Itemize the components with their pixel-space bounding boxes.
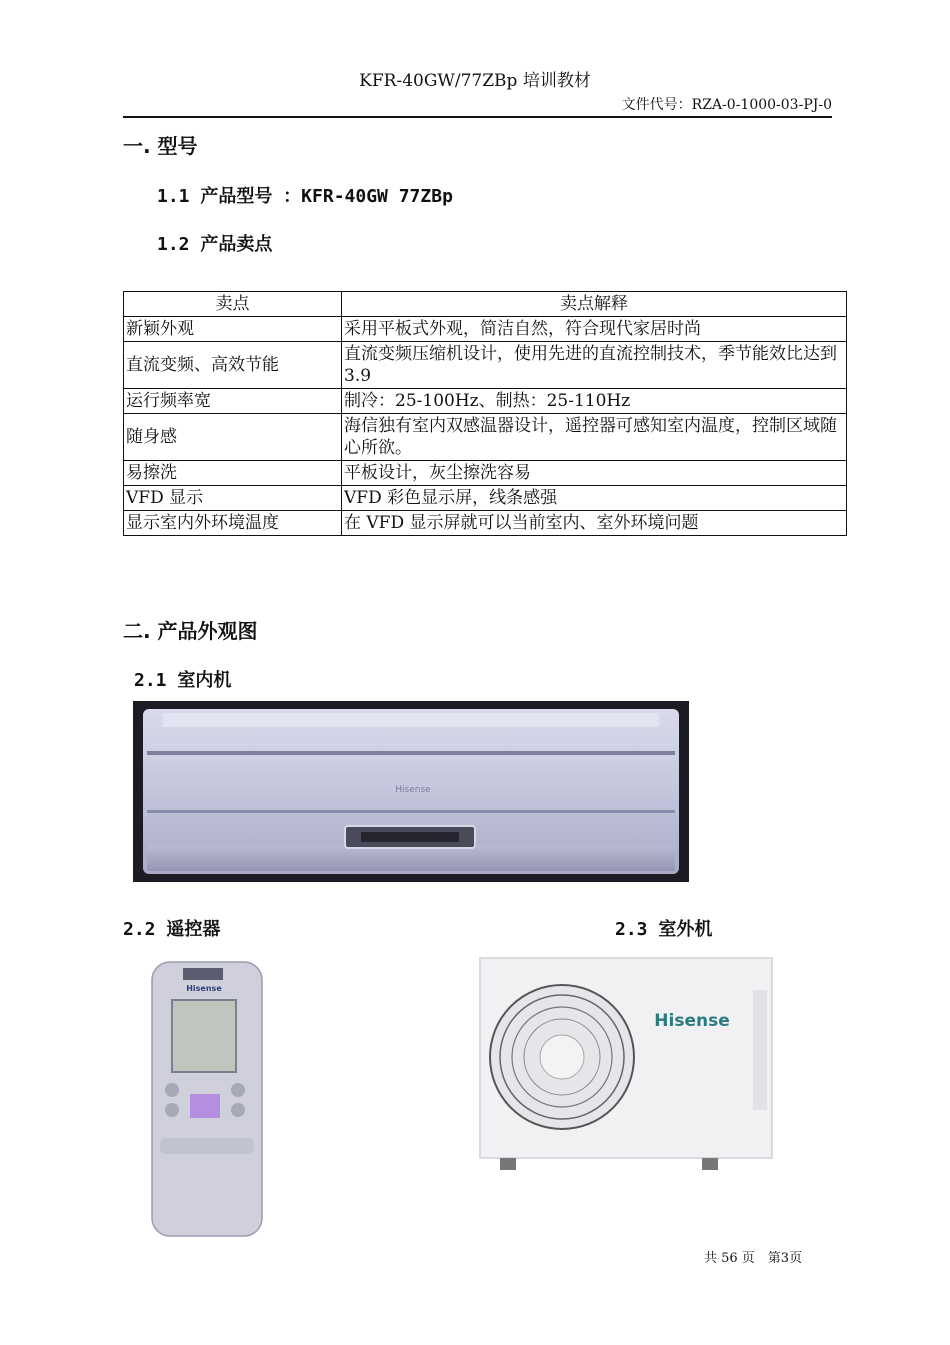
outdoor-unit-heading: 2.3 室外机 bbox=[615, 919, 713, 940]
point-cell: 显示室内外环境温度 bbox=[124, 511, 342, 536]
remote-brand-label: Hisense bbox=[186, 984, 222, 993]
product-model-heading: 1.1 产品型号 ：KFR-40GW 77ZBp bbox=[157, 186, 453, 207]
column-header-point: 卖点 bbox=[124, 292, 342, 317]
table-row bbox=[124, 414, 847, 461]
table-row bbox=[124, 461, 847, 486]
remote-control-image bbox=[150, 960, 270, 1238]
outdoor-brand-label: Hisense bbox=[654, 1011, 730, 1031]
remote-control-heading: 2.2 遥控器 bbox=[123, 919, 221, 940]
desc-cell: VFD 彩色显示屏，线条感强 bbox=[342, 486, 847, 511]
page-footer: 共 56 页 第3页 bbox=[704, 1251, 803, 1266]
table-row bbox=[124, 389, 847, 414]
point-cell: 直流变频、高效节能 bbox=[124, 342, 342, 389]
header-rule bbox=[123, 116, 832, 118]
selling-points-heading: 1.2 产品卖点 bbox=[157, 234, 273, 255]
desc-cell: 海信独有室内双感温器设计，遥控器可感知室内温度，控制区域随心所欲。 bbox=[342, 414, 847, 461]
selling-points-table bbox=[123, 291, 847, 536]
table-row bbox=[124, 486, 847, 511]
table-row bbox=[124, 511, 847, 536]
desc-cell: 制冷：25-100Hz、制热：25-110Hz bbox=[342, 389, 847, 414]
desc-cell: 平板设计，灰尘擦洗容易 bbox=[342, 461, 847, 486]
outdoor-unit-image bbox=[470, 950, 780, 1180]
indoor-unit-heading: 2.1 室内机 bbox=[134, 670, 232, 691]
point-cell: 新颖外观 bbox=[124, 317, 342, 342]
document-code: 文件代号：RZA-0-1000-03-PJ-0 bbox=[621, 97, 832, 113]
indoor-unit-image bbox=[133, 701, 689, 882]
desc-cell: 采用平板式外观，简洁自然，符合现代家居时尚 bbox=[342, 317, 847, 342]
point-cell: 运行频率宽 bbox=[124, 389, 342, 414]
point-cell: VFD 显示 bbox=[124, 486, 342, 511]
section-1-heading: 一. 型号 bbox=[123, 134, 198, 158]
point-cell: 随身感 bbox=[124, 414, 342, 461]
table-row bbox=[124, 317, 847, 342]
desc-cell: 直流变频压缩机设计，使用先进的直流控制技术，季节能效比达到 3.9 bbox=[342, 342, 847, 389]
table-header-row bbox=[124, 292, 847, 317]
point-cell: 易擦洗 bbox=[124, 461, 342, 486]
desc-cell: 在 VFD 显示屏就可以当前室内、室外环境问题 bbox=[342, 511, 847, 536]
section-2-heading: 二. 产品外观图 bbox=[123, 619, 258, 643]
document-title: KFR-40GW/77ZBp 培训教材 bbox=[359, 71, 591, 91]
column-header-desc: 卖点解释 bbox=[342, 292, 847, 317]
indoor-brand-label: Hisense bbox=[395, 785, 431, 795]
table-row bbox=[124, 342, 847, 389]
